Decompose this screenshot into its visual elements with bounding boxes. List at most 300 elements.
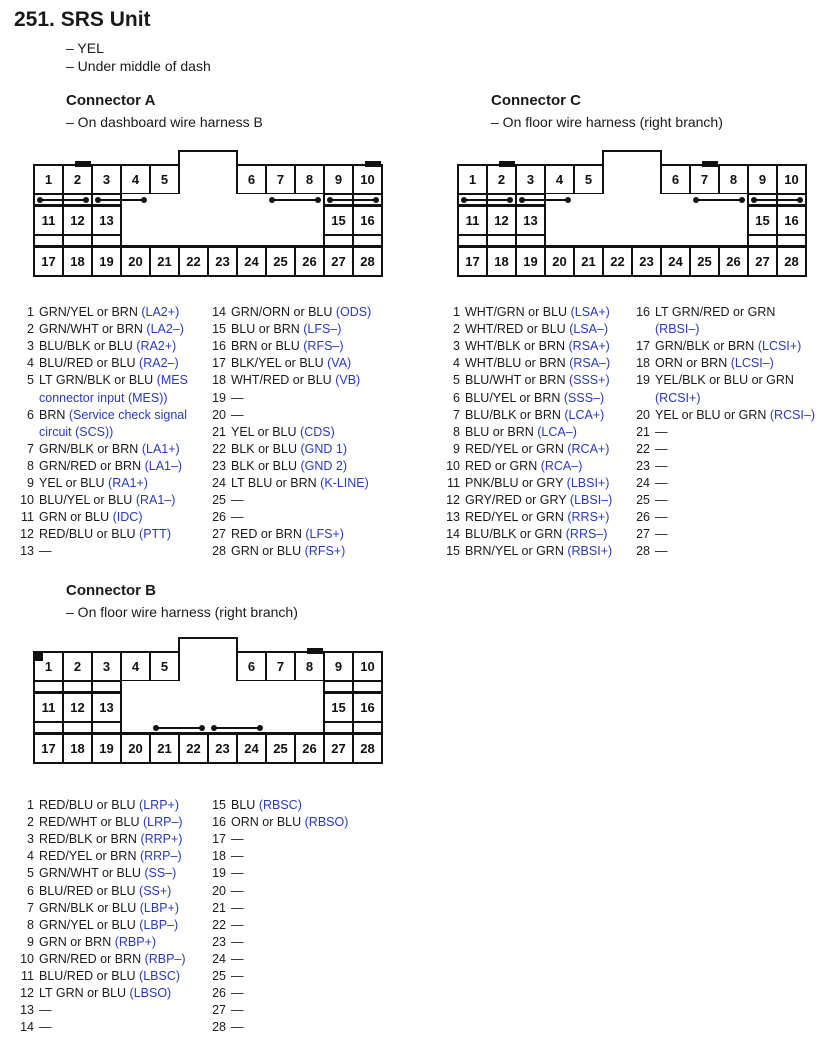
pin-entry xyxy=(14,1019,52,1036)
pin-entry xyxy=(436,424,577,441)
pin-number: 11 xyxy=(21,510,34,525)
signal-code: (RBP–) xyxy=(144,951,186,966)
signal-code: (IDC) xyxy=(112,510,143,525)
cavity-12: 12 xyxy=(62,205,93,236)
pin-number: 7 xyxy=(27,900,34,915)
wire-color: GRN/RED or BRN xyxy=(39,458,142,473)
pin-number: 9 xyxy=(27,934,34,949)
pin-entry xyxy=(200,407,244,424)
shorting-bar xyxy=(753,199,801,201)
wire-color: — xyxy=(231,849,244,864)
wire-color: — xyxy=(231,1020,244,1035)
cavity-18: 18 xyxy=(62,246,93,277)
signal-code: (RFS–) xyxy=(303,339,344,354)
cavity-2: 2 xyxy=(62,164,93,195)
pin-number: 5 xyxy=(27,866,34,881)
wire-color: YEL/BLK or BLU or GRN xyxy=(655,373,794,388)
pin-entry xyxy=(200,814,348,831)
cavity-21: 21 xyxy=(149,733,180,764)
shorting-bar-end xyxy=(199,725,205,731)
cavity-21: 21 xyxy=(573,246,604,277)
signal-code: (LBP+) xyxy=(139,900,180,915)
pin-entry xyxy=(200,917,244,934)
pin-number: 6 xyxy=(27,407,34,422)
cavity-1: 1 xyxy=(33,164,64,195)
signal-code: (LBSC) xyxy=(139,969,181,983)
signal-code: (RRS+) xyxy=(567,510,610,525)
pin-number: 12 xyxy=(20,986,34,1001)
pin-number: 18 xyxy=(212,849,226,864)
pin-number: 23 xyxy=(636,458,650,473)
pin-number: 6 xyxy=(453,390,460,405)
pin-number: 17 xyxy=(212,356,226,371)
pin-entry xyxy=(14,355,179,372)
pin-number: 21 xyxy=(212,900,226,915)
cavity-23: 23 xyxy=(207,246,238,277)
shorting-bar-end xyxy=(315,197,321,203)
pin-number: 14 xyxy=(20,1020,34,1035)
wire-color: GRN/ORN or BLU xyxy=(231,305,333,319)
pin-number: 12 xyxy=(20,527,34,542)
signal-code: (RRP+) xyxy=(140,832,183,847)
pin-entry xyxy=(200,985,244,1002)
shorting-bar-end xyxy=(507,197,513,203)
color-note: – YEL xyxy=(66,40,104,56)
wire-color: — xyxy=(655,544,668,559)
pin-entry xyxy=(200,934,244,951)
wire-color: GRN/WHT or BRN xyxy=(39,322,143,337)
polarity-key xyxy=(35,653,43,661)
shorting-bar-end xyxy=(211,725,217,731)
cavity-13: 13 xyxy=(91,692,122,723)
wire-color: BLU/RED or BLU xyxy=(39,969,136,983)
wire-color: BLU/RED or BLU xyxy=(39,356,136,371)
wire-color: GRN/BLK or BRN xyxy=(655,339,755,354)
wire-color: LT GRN or BLU xyxy=(39,986,127,1001)
pin-number: 9 xyxy=(27,476,34,490)
cavity-5: 5 xyxy=(149,651,180,682)
pin-entry xyxy=(14,848,182,865)
pin-entry xyxy=(14,526,171,543)
signal-code: (VB) xyxy=(335,373,361,388)
pin-number: 24 xyxy=(212,476,226,490)
signal-code: (MES xyxy=(156,373,188,388)
polarity-key xyxy=(365,161,381,167)
wire-color: RED or BRN xyxy=(231,527,302,542)
pin-entry xyxy=(200,458,347,475)
pin-entry xyxy=(14,968,180,985)
pin-number: 24 xyxy=(212,951,226,966)
cavity-28: 28 xyxy=(776,246,807,277)
pin-entry xyxy=(200,321,341,338)
shorting-bar-end xyxy=(461,197,467,203)
pin-number: 11 xyxy=(447,476,460,490)
signal-code: (LRP–) xyxy=(142,815,183,830)
wire-color: — xyxy=(655,527,668,542)
shorting-bar xyxy=(521,199,569,201)
wire-color: GRN or BLU xyxy=(39,510,110,525)
cavity-4: 4 xyxy=(120,651,151,682)
shorting-bar xyxy=(39,199,87,201)
cavity-28: 28 xyxy=(352,733,383,764)
pin-entry xyxy=(200,475,369,492)
wire-color: — xyxy=(655,493,668,508)
pin-entry xyxy=(436,526,607,543)
cavity-24: 24 xyxy=(236,733,267,764)
cavity-28: 28 xyxy=(352,246,383,277)
wire-color: — xyxy=(655,510,668,525)
pin-number: 20 xyxy=(212,883,226,898)
signal-code-continued: connector input (MES)) xyxy=(39,390,168,405)
wire-color: — xyxy=(231,510,244,525)
pin-number: 22 xyxy=(212,917,226,932)
pin-entry xyxy=(200,424,335,441)
pin-entry xyxy=(200,526,344,543)
pin-number: 2 xyxy=(27,322,34,337)
pin-number: 10 xyxy=(20,951,34,966)
signal-code: (LA2+) xyxy=(141,305,180,319)
pin-entry xyxy=(624,475,668,492)
cavity-24: 24 xyxy=(236,246,267,277)
pin-entry xyxy=(436,475,609,492)
pin-entry xyxy=(436,372,610,389)
wire-color: — xyxy=(231,969,244,983)
cavity-19: 19 xyxy=(91,733,122,764)
signal-code: (RBSO) xyxy=(304,815,349,830)
pin-number: 13 xyxy=(20,1003,34,1018)
signal-code: (RCA–) xyxy=(540,458,583,473)
shorting-bar-end xyxy=(269,197,275,203)
wire-color: GRN/WHT or BLU xyxy=(39,866,141,881)
connector-c-title: Connector C xyxy=(491,92,581,109)
cavity-19: 19 xyxy=(515,246,546,277)
shorting-bar-end xyxy=(95,197,101,203)
cavity-15: 15 xyxy=(323,205,354,236)
signal-code: (LRP+) xyxy=(139,798,179,812)
cavity-27: 27 xyxy=(323,733,354,764)
pin-number: 26 xyxy=(636,510,650,525)
pin-number: 2 xyxy=(453,322,460,337)
pin-number: 14 xyxy=(446,527,460,542)
cavity-7: 7 xyxy=(265,651,296,682)
signal-code: (LCA+) xyxy=(564,407,605,422)
signal-code: (SS–) xyxy=(144,866,177,881)
signal-code: (RBSC) xyxy=(258,798,302,812)
pin-number: 11 xyxy=(21,969,34,983)
pin-number: 16 xyxy=(212,339,226,354)
pin-number: 13 xyxy=(446,510,460,525)
wire-color: — xyxy=(231,866,244,881)
pin-number: 9 xyxy=(453,441,460,456)
cavity-16: 16 xyxy=(352,692,383,723)
wire-color: LT GRN/RED or GRN xyxy=(655,305,776,319)
pin-number: 22 xyxy=(212,441,226,456)
cavity-22: 22 xyxy=(178,733,209,764)
pin-entry xyxy=(14,458,182,475)
cavity-11: 11 xyxy=(33,692,64,723)
blank-region xyxy=(122,194,323,245)
wire-color: WHT/BLU or BRN xyxy=(465,356,566,371)
cavity-18: 18 xyxy=(62,733,93,764)
pin-entry xyxy=(14,338,176,355)
signal-code: (ODS) xyxy=(335,305,372,319)
pin-number: 23 xyxy=(212,934,226,949)
cavity-10: 10 xyxy=(352,164,383,195)
pin-entry xyxy=(14,865,176,882)
cavity-3: 3 xyxy=(91,651,122,682)
wire-color: YEL or BLU xyxy=(39,476,105,490)
cavity-7: 7 xyxy=(689,164,720,195)
wire-color: BLU xyxy=(231,798,256,812)
pin-entry xyxy=(624,509,668,526)
pin-number: 16 xyxy=(636,305,650,319)
signal-code: (LFS–) xyxy=(303,322,342,337)
signal-code: (LA2–) xyxy=(146,322,184,337)
wire-color: RED/YEL or GRN xyxy=(465,510,564,525)
pin-entry xyxy=(200,355,351,372)
blank-region xyxy=(180,650,236,682)
cavity-23: 23 xyxy=(207,733,238,764)
wire-color: GRN/YEL or BRN xyxy=(39,305,138,319)
pin-number: 3 xyxy=(27,832,34,847)
signal-code-continued: (RCSI+) xyxy=(655,390,701,405)
pin-number: 5 xyxy=(453,373,460,388)
wire-color: RED/BLK or BRN xyxy=(39,832,137,847)
signal-code: (Service check signal xyxy=(68,407,187,422)
page-title: 251. SRS Unit xyxy=(14,8,151,31)
pin-entry xyxy=(14,917,178,934)
wire-color: — xyxy=(231,1003,244,1018)
pin-number: 27 xyxy=(636,527,650,542)
cavity-6: 6 xyxy=(236,164,267,195)
cavity-19: 19 xyxy=(91,246,122,277)
pin-entry xyxy=(200,1019,244,1036)
cavity-26: 26 xyxy=(718,246,749,277)
signal-code: (RCSI–) xyxy=(769,407,816,422)
cavity-2: 2 xyxy=(62,651,93,682)
pin-entry xyxy=(200,441,347,458)
cavity-8: 8 xyxy=(718,164,749,195)
pin-entry xyxy=(200,304,371,321)
cavity-25: 25 xyxy=(265,733,296,764)
pin-entry xyxy=(624,492,668,509)
cavity-17: 17 xyxy=(457,246,488,277)
pin-entry xyxy=(436,390,604,407)
pin-number: 27 xyxy=(212,1003,226,1018)
pin-number: 25 xyxy=(212,969,226,983)
wire-color: RED/BLU or BLU xyxy=(39,798,136,812)
connector-b-face xyxy=(33,637,386,771)
pin-number: 8 xyxy=(27,917,34,932)
wire-color: — xyxy=(655,424,668,439)
pin-number: 10 xyxy=(20,493,34,508)
wire-color: BLU/RED or BLU xyxy=(39,883,136,898)
shorting-bar-end xyxy=(751,197,757,203)
wire-color: BLK or BLU xyxy=(231,458,298,473)
pin-number: 20 xyxy=(212,407,226,422)
pin-number: 28 xyxy=(212,1020,226,1035)
pin-entry xyxy=(200,968,244,985)
connector-a-face xyxy=(33,150,386,284)
wire-color: BRN/YEL or GRN xyxy=(465,544,564,559)
pin-number: 18 xyxy=(212,373,226,388)
wire-color: — xyxy=(655,476,668,490)
shorting-bar xyxy=(695,199,743,201)
cavity-11: 11 xyxy=(457,205,488,236)
shorting-bar-end xyxy=(693,197,699,203)
cavity-25: 25 xyxy=(265,246,296,277)
polarity-key xyxy=(702,161,718,167)
pin-entry xyxy=(14,814,183,831)
wire-color: GRN or BLU xyxy=(231,544,302,559)
pin-entry xyxy=(200,831,244,848)
wire-color: — xyxy=(231,493,244,508)
pin-entry xyxy=(200,372,360,389)
shorting-bar-end xyxy=(153,725,159,731)
pin-entry xyxy=(200,1002,244,1019)
signal-code: (RFS+) xyxy=(304,544,346,559)
pin-entry xyxy=(200,900,244,917)
cavity-13: 13 xyxy=(91,205,122,236)
signal-code: (LBSO) xyxy=(129,986,172,1001)
pin-number: 24 xyxy=(636,476,650,490)
cavity-6: 6 xyxy=(236,651,267,682)
wire-color: — xyxy=(231,832,244,847)
cavity-11: 11 xyxy=(33,205,64,236)
signal-code: (LCA–) xyxy=(537,424,577,439)
shorting-bar xyxy=(271,199,319,201)
cavity-12: 12 xyxy=(486,205,517,236)
cavity-21: 21 xyxy=(149,246,180,277)
pin-number: 5 xyxy=(27,373,34,388)
cavity-26: 26 xyxy=(294,733,325,764)
pin-entry xyxy=(200,883,244,900)
signal-code: (SSS+) xyxy=(568,373,610,388)
wire-color: PNK/BLU or GRY xyxy=(465,476,564,490)
signal-code: (SS+) xyxy=(139,883,172,898)
cavity-9: 9 xyxy=(323,164,354,195)
cavity-22: 22 xyxy=(178,246,209,277)
shorting-bar xyxy=(155,727,203,729)
cavity-9: 9 xyxy=(323,651,354,682)
wire-color: — xyxy=(231,986,244,1001)
pin-number: 16 xyxy=(212,815,226,830)
pin-entry xyxy=(624,407,815,424)
wire-color: YEL or BLU xyxy=(231,424,297,439)
pin-entry xyxy=(14,407,187,424)
polarity-key xyxy=(307,648,323,654)
pin-entry xyxy=(14,304,179,321)
blank-region xyxy=(546,194,747,245)
wire-color: — xyxy=(39,1003,52,1018)
cavity-4: 4 xyxy=(120,164,151,195)
signal-code: (RA2–) xyxy=(139,356,179,371)
pin-entry xyxy=(436,338,610,355)
shorting-bar xyxy=(97,199,145,201)
pin-number: 28 xyxy=(212,544,226,559)
pin-number: 7 xyxy=(27,441,34,456)
wire-color: BLU/WHT or BRN xyxy=(465,373,566,388)
signal-code: (CDS) xyxy=(300,424,335,439)
pin-entry xyxy=(200,492,244,509)
pin-entry xyxy=(624,543,668,560)
pin-number: 4 xyxy=(453,356,460,371)
pin-number: 15 xyxy=(212,322,226,337)
wire-color: RED or GRN xyxy=(465,458,538,473)
pin-number: 7 xyxy=(453,407,460,422)
cavity-16: 16 xyxy=(776,205,807,236)
connector-b-location: – On floor wire harness (right branch) xyxy=(66,604,298,620)
signal-code: (LBSI+) xyxy=(566,476,610,490)
cavity-1: 1 xyxy=(33,651,64,682)
wire-color: ORN or BRN xyxy=(655,356,728,371)
pin-number: 4 xyxy=(27,356,34,371)
pin-number: 1 xyxy=(453,305,460,319)
pin-entry xyxy=(436,492,612,509)
connector-a-location: – On dashboard wire harness B xyxy=(66,114,263,130)
wire-color: — xyxy=(39,544,52,559)
pin-number: 22 xyxy=(636,441,650,456)
pin-entry xyxy=(200,865,244,882)
pin-number: 15 xyxy=(446,544,460,559)
wire-color: ORN or BLU xyxy=(231,815,302,830)
wire-color: GRN/RED or BRN xyxy=(39,951,142,966)
shorting-bar-end xyxy=(327,197,333,203)
wire-color: RED/BLU or BLU xyxy=(39,527,136,542)
pin-entry xyxy=(14,900,179,917)
pin-entry xyxy=(200,543,345,560)
signal-code-continued: (RBSI–) xyxy=(655,322,700,337)
wire-color: — xyxy=(231,917,244,932)
pin-entry xyxy=(624,372,794,389)
signal-code: (LFS+) xyxy=(305,527,344,542)
pin-entry xyxy=(14,985,171,1002)
cavity-25: 25 xyxy=(689,246,720,277)
shorting-bar xyxy=(463,199,511,201)
wire-color: — xyxy=(231,951,244,966)
cavity-18: 18 xyxy=(486,246,517,277)
pin-number: 17 xyxy=(636,339,650,354)
cavity-8: 8 xyxy=(294,651,325,682)
wire-color: BLU or BRN xyxy=(465,424,534,439)
pin-entry xyxy=(14,475,148,492)
wire-color: RED/WHT or BLU xyxy=(39,815,140,830)
cavity-17: 17 xyxy=(33,246,64,277)
pin-entry xyxy=(624,424,668,441)
pin-number: 1 xyxy=(27,305,34,319)
shorting-bar xyxy=(213,727,261,729)
polarity-key xyxy=(75,161,91,167)
wire-color: LT GRN/BLK or BLU xyxy=(39,373,154,388)
pin-entry xyxy=(436,441,609,458)
cavity-20: 20 xyxy=(120,246,151,277)
wire-color: WHT/GRN or BLU xyxy=(465,305,568,319)
pin-number: 2 xyxy=(27,815,34,830)
signal-code: (RSA–) xyxy=(569,356,611,371)
pin-entry xyxy=(436,509,609,526)
pin-entry xyxy=(624,526,668,543)
signal-code: (LA1–) xyxy=(144,458,183,473)
wire-color: GRY/RED or GRY xyxy=(465,493,567,508)
pin-entry xyxy=(14,509,143,526)
pin-number: 26 xyxy=(212,510,226,525)
pin-entry xyxy=(624,441,668,458)
wire-color: YEL or BLU or GRN xyxy=(655,407,767,422)
wire-color: RED/YEL or GRN xyxy=(465,441,564,456)
cavity-5: 5 xyxy=(149,164,180,195)
pin-entry xyxy=(200,797,302,814)
signal-code: (SSS–) xyxy=(563,390,605,405)
